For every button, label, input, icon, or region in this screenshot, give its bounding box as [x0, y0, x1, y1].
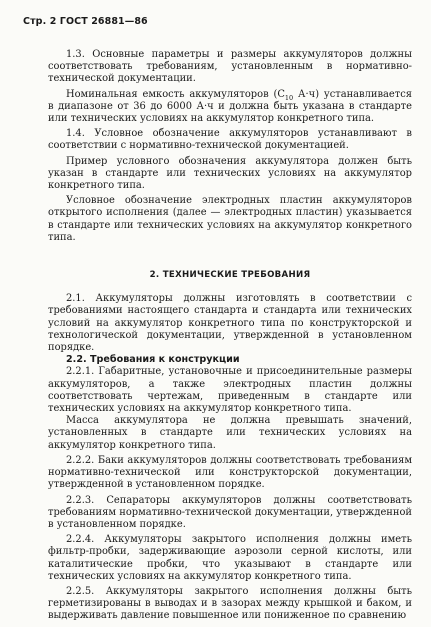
page-header: Стр. 2 ГОСТ 26881—86	[23, 16, 148, 27]
paragraph-1-3: 1.3. Основные параметры и размеры аккумуляторов должны соответствовать требованиям, установленным в нормативно-технической документации.	[48, 49, 412, 85]
capacity-subscript: 10	[284, 93, 294, 102]
capacity-text-start: Номинальная емкость аккумуляторов (C	[66, 88, 285, 100]
paragraph-plate-designation: Условное обозначение электродных пластин аккумуляторов открытого исполнения (далее — электродных пластин) указывается в стандарте или технических условиях на аккумулятор конкретного типа.	[48, 195, 412, 243]
paragraph-1-4: 1.4. Условное обозначение аккумуляторов устанавливают в соответствии с нормативно-технической документацией.	[48, 128, 412, 152]
paragraph-2-2-5: 2.2.5. Аккумуляторы закрытого исполнения должны быть герметизированы в выводах и в зазорах между крышкой и баком, и выдерживать давление повышенное или пониженное по сравнению	[48, 585, 412, 622]
paragraph-example-designation: Пример условного обозначения аккумулятора должен быть указан в стандарте или технических условиях на аккумулятор конкретного типа.	[48, 155, 412, 192]
capacity-text-end: А·ч) устанавливается в диапазоне от 36 до 6000 А·ч и должна быть указана в стандарте или технических условиях на аккумулятор конкретного типа.	[48, 88, 412, 125]
paragraph-2-1: 2.1. Аккумуляторы должны изготовлять в соответствии с требованиями настоящего стандарта и стандарта или технических условий на аккумулятор конкретного типа по конструкторской и технологической документации, утвержденной в установленном порядке.	[48, 293, 412, 354]
section-title: 2. ТЕХНИЧЕСКИЕ ТРЕБОВАНИЯ	[149, 270, 311, 281]
document-body	[48, 49, 412, 623]
paragraph-2-2-1: 2.2.1. Габаритные, установочные и присоединительные размеры аккумуляторов, а также электродных пластин должны соответствовать чертежам, приведенным в стандарте или технических условиях на аккумулятор конкретного типа.	[48, 366, 412, 415]
paragraph-2-2-4: 2.2.4. Аккумуляторы закрытого исполнения должны иметь фильтр-пробки, задерживающие аэрозоли серной кислоты, или каталитические пробки, что указывают в стандарте или технических условиях на аккумулятор конкретного типа.	[48, 534, 412, 582]
paragraph-nominal-capacity	[48, 89, 412, 126]
paragraph-mass: Масса аккумулятора не должна превышать значений, установленных в стандарте или технических условиях на аккумулятор конкретного типа.	[48, 415, 412, 451]
paragraph-2-2-2: 2.2.2. Баки аккумуляторов должны соответствовать требованиям нормативно-технической или конструкторской документации, утвержденной в установленном порядке.	[48, 454, 412, 491]
subsection-heading: 2.2. Требования к конструкции	[66, 354, 240, 366]
paragraph-2-2-3: 2.2.3. Сепараторы аккумуляторов должны соответствовать требованиям нормативно-технической документации, утвержденной в установленном порядке.	[48, 494, 412, 530]
